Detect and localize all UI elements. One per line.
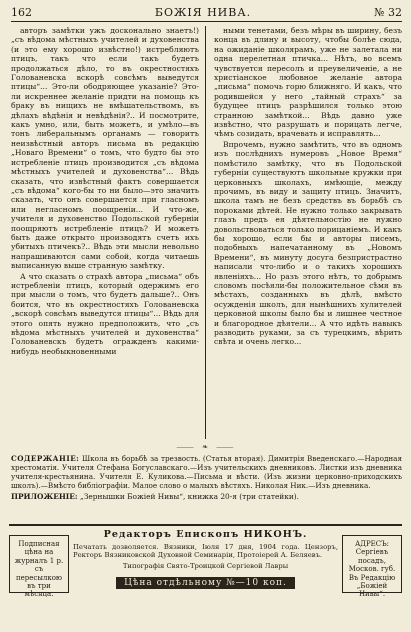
appendix-label: ПРИЛОЖЕНІЕ: <box>11 492 78 501</box>
page-header <box>11 6 402 19</box>
left-column <box>11 26 206 439</box>
journal-title: БОЖІЯ НИВА. <box>154 6 252 19</box>
paragraph: Впрочемъ, нужно замѣтить, что въ одномъ изъ послѣднихъ нумеровъ „Новое Время“ помѣстило замѣтку, что въ Подольской губерніи существуютъ школьные кружки при церковныхъ школахъ, имѣющіе, между прочимъ, въ виду и защиту птицъ. Значитъ, школа тамъ не безъ средствъ въ борьбѣ съ пороками дѣтей. Не нужно только закрывать глазъ предъ ея дѣятельностію не нужно довольствоваться только порицаніемъ. И какъ бы хорошо, если бы и авторы писемъ, подобныхъ напечатанному въ „Новомъ Времени“, въ минуту досуга безпристрастно написали что-либо и о такихъ хорошихъ явленіяхъ... Но разъ этого нѣтъ, то добрымъ словомъ посѣяли-бы положительное сѣмя въ мѣстахъ, созданныхъ въ дѣлѣ, вмѣсто осужденія школъ, для нынѣшнихъ хулителей церковной школы было бы и лишнее честное и благородное дѣятели... А что идѣть навыкъ разводить руками, за съ турецкимъ, вѣрить свѣта и очень легко... <box>214 139 402 347</box>
paragraph: авторъ замѣтки ужъ досконально знаетъ!) „съ вѣдома мѣстныхъ учителей и духовенства (и это ему хорошо извѣстно!) истребляютъ птицъ, такъ что если такъ будетъ продолжаться дѣло, то въ окрестностяхъ Голованевска вскорѣ совсѣмъ выведутся птицы“... Это-ли ободряющее указаніе? Это-ли искреннее желаніе придти на помощь къ браку въ нищихъ не вмѣшательствомъ, въ дѣлахъ вѣдѣнія и невѣдѣнія?.. И посмотрите, какъ умно, или, быть можетъ, и умѣло—въ тонъ либеральнымъ органамъ — говоритъ неизвѣстный авторъ письма въ редакцію „Новаго Времени“ о томъ, что будто бы это истребленіе птицъ производится „съ вѣдома мѣстныхъ учителей и духовенства“... Вѣдь сказать, что извѣстный фактъ совершается „съ вѣдома“ кого-бы то ни было—это значить сказать, что онъ совершается при гласномъ или негласномъ поощреніи... И что-же, учителя и духовенство Подольской губерніи поощряютъ истребленіе птицъ? И можетъ быть даже открыто производятъ счетъ ихъ убитыхъ птичекъ?.. Вѣдь эти мысли невольно напрашиваются сами собой, когда читаешь выписанную выше странную замѣтку. <box>11 26 199 271</box>
issue-number: № 32 <box>374 6 402 19</box>
imprint-center <box>73 529 338 628</box>
article-columns <box>11 26 402 439</box>
ornament-divider: ⸻ ❧ ⸻ <box>176 443 237 451</box>
paragraph: ными тенетами, безъ мѣры въ ширину, безъ конца въ длину и высоту, чтобы болѣе сюда, на ожиданіе школярамъ, уже не залетала ни одна перелетная птичка... Нѣтъ, во всемъ чувствуется пересолъ и преувеличеніе, а не христіанское любовное желаніе автора „письма“ помочь горю ближняго. И какъ, что родившейся у него „тайный страхъ“ за будущее птицъ разрѣшился только этою странною замѣткой... Вѣдь давно уже извѣстно, что разрушать и порицать легче, чѣмъ созидать, врачевать и исправлять... <box>214 26 402 139</box>
imprint-footer <box>9 524 402 628</box>
censor-permit: Печатать дозволяется. Вязники, Іюля 17 дня, 1904 года. Цензоръ, Ректоръ Вязниковской Духовной Семинаріи, Протоіерей А. Беляевъ. <box>73 543 338 560</box>
page-number: 162 <box>11 6 32 19</box>
address-box: АДРЕСЪ: Сергіевъ посадъ, Москов. губ. Въ Редакцію „Божіей Нивы“. <box>342 535 402 593</box>
paragraph: А что сказать о страхѣ автора „письма“ объ истребленіи птицъ, который одержимъ его при мысли о томъ, что будетъ дальше?.. Онъ боится, что въ окрестностяхъ Голованевска „вскорѣ совсѣмъ выведутся птицы“... Вѣдь для этого опять нужно предположить, что „съ вѣдома мѣстныхъ учителей и духовенства“ Голованевскъ будетъ огражденъ какими-нибудь необыкновенными <box>11 271 199 356</box>
editor-line: Редакторъ Епископъ НИКОНЪ. <box>103 529 308 540</box>
table-of-contents <box>11 454 402 490</box>
printer-line: Типографія Свято-Троицкой Сергіевой Лавры <box>122 561 289 570</box>
right-column <box>214 26 402 439</box>
appendix-text: „Зернышки Божіей Нивы“, книжка 20-я (три статейки). <box>79 492 300 501</box>
issue-price: Цѣна отдѣльному №—10 коп. <box>116 577 295 589</box>
contents-label: СОДЕРЖАНІЕ: <box>11 454 80 463</box>
header-rule <box>11 21 402 22</box>
appendix-note <box>11 492 402 501</box>
subscription-box: Подписная цѣна на журналъ 1 р. съ пересылкою въ три мѣсяца. <box>9 535 69 593</box>
contents-text: Школа въ борьбѣ за трезвость. (Статья вторая). Димитрія Введенскаго.—Народная хрестоматія. Учителя Стефана Богуславскаго.—Изъ учительскихъ дневниковъ. Листки изъ дневника учителя-крестьянина. Учителя Е. Куликова.—Письма и вѣсти. (Изъ жизни церковно-приходскихъ школъ).—Вмѣсто библіографіи. Малое слово о малыхъ вѣстяхъ. Николая Ник.—Изъ дневника. <box>11 454 402 490</box>
